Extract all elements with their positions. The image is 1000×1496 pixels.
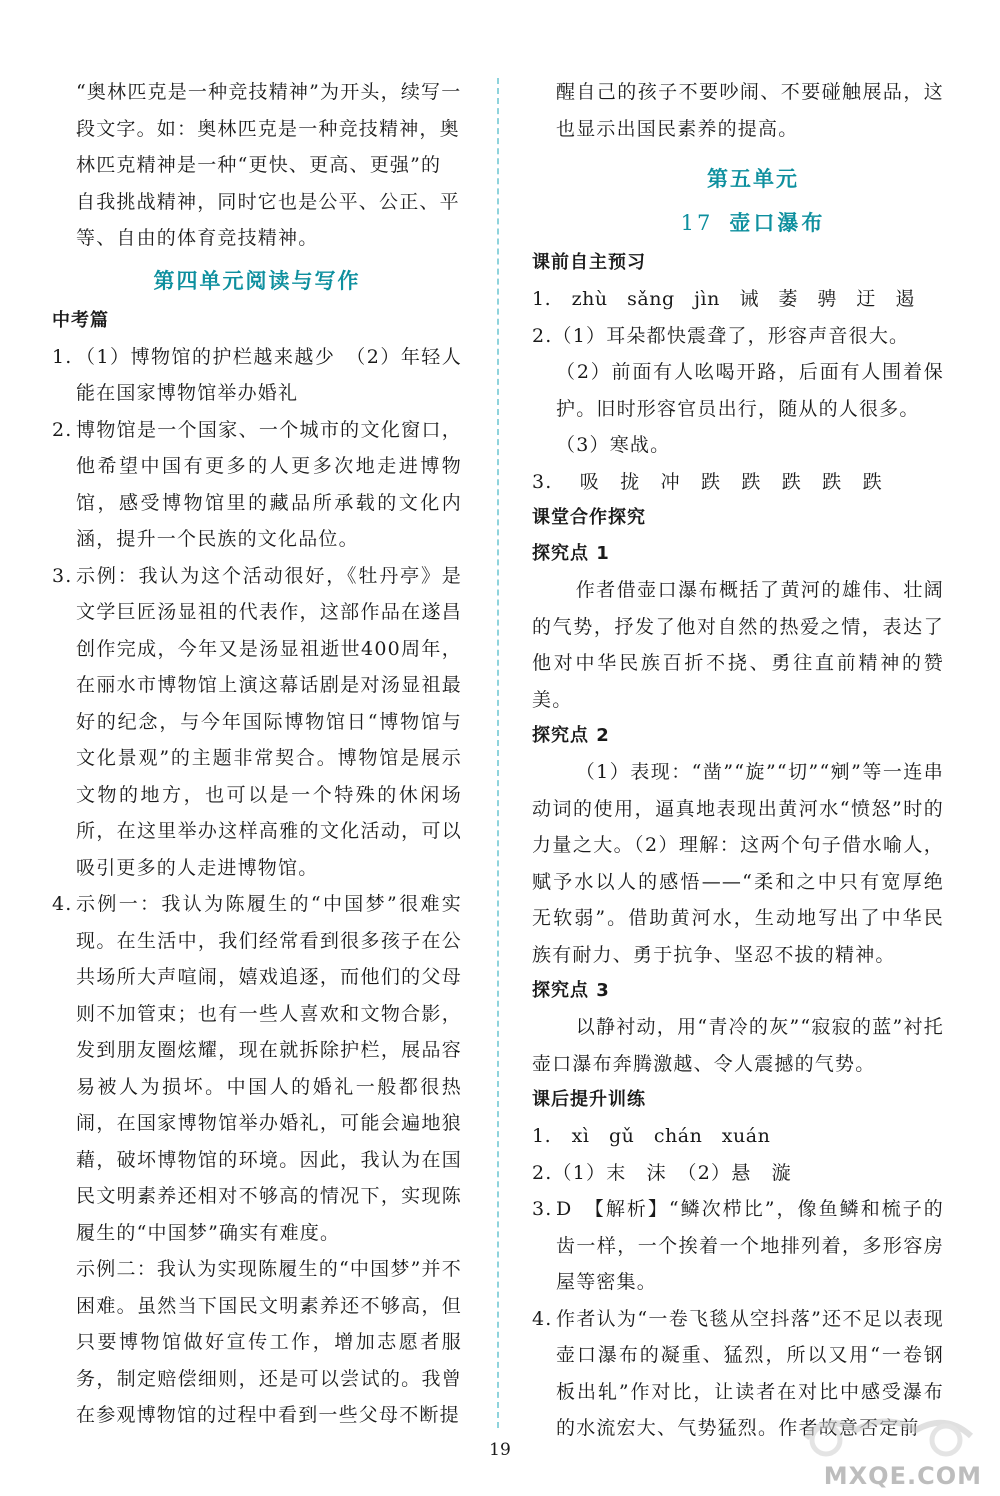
practice-q3 (532, 1191, 944, 1301)
answer-item-1 (52, 339, 462, 412)
answer-item-4 (52, 886, 462, 1251)
item-text: D 【解析】“鳞次栉比”，像鱼鳞和梳子的齿一样，一个挨着一个地排列着，多形容房屋等密集。 (556, 1198, 944, 1293)
right-column (532, 74, 944, 1447)
item-number: 2. (52, 418, 73, 441)
intro-line: 段文字。如：奥林匹克是一种竞技精神，奥 (76, 117, 460, 140)
item-text: 示例一：我认为陈履生的“中国梦”很难实现。在生活中，我们经常看到很多孩子在公共场所大声喧闹，嬉戏追逐，而他们的父母则不加管束；也有一些人喜欢和文物合影，发到朋友圈炫耀，现在就拆除护栏，展品容易被人为损坏。中国人的婚礼一般都很热闹，在国家博物馆举办婚礼，可能会遍地狼藉，破坏博物馆的环境。因此，我认为在国民文明素养还相对不够高的情况下，实现陈履生的“中国梦”确实有难度。 (76, 893, 462, 1244)
practice-q2: 2.（1）末 沫 （2）悬 漩 (532, 1161, 792, 1184)
unit-four-heading: 第四单元阅读与写作 (153, 268, 361, 293)
explore-point-title: 探究点 3 (532, 980, 610, 1001)
continuation-paragraph: 醒自己的孩子不要吵闹、不要碰触展品，这也显示出国民素养的提高。 (556, 81, 944, 140)
preview-q2c: （3）寒战。 (556, 434, 671, 456)
preview-q1: 1. zhù sǎng jìn 诫 萎 骋 迂 遏 (532, 288, 915, 310)
page-number: 19 (489, 1440, 511, 1460)
item-text: 博物馆是一个国家、一个城市的文化窗口，他希望中国有更多的人更多次地走进博物馆，感受博物馆里的藏品所承载的文化内涵，提升一个民族的文化品位。 (76, 418, 462, 550)
zhongkao-subheading: 中考篇 (52, 309, 109, 331)
item-number: 3. (532, 1198, 553, 1220)
lesson-name: 壶口瀑布 (729, 211, 826, 235)
practice-heading: 课后提升训练 (532, 1089, 646, 1110)
explore-point-title: 探究点 2 (532, 725, 610, 746)
item-number: 4. (52, 893, 73, 915)
intro-line: 等、自由的体育竞技精神。 (76, 227, 319, 249)
lesson-title (532, 207, 944, 237)
preview-q2b: （2）前面有人吆喝开路，后面有人围着保护。旧时形容官员出行，随从的人很多。 (556, 361, 944, 420)
preview-heading: 课前自主预习 (532, 252, 646, 273)
example-two-paragraph: 示例二：我认为实现陈履生的“中国梦”并不困难。虽然当下国民文明素养还不够高，但只要博物馆做好宣传工作，增加志愿者服务，制定赔偿细则，还是可以尝试的。我曾在参观博物馆的过程中看到一些父母不断提 (76, 1258, 462, 1426)
watermark-text: MXQE.COM (823, 1462, 982, 1490)
explore-heading: 课堂合作探究 (532, 507, 646, 528)
preview-q2a: 2.（1）耳朵都快震聋了，形容声音很大。 (532, 324, 910, 347)
unit-five-heading: 第五单元 (707, 167, 799, 191)
left-column (52, 74, 462, 1434)
intro-line: 自我挑战精神，同时它也是公平、公正、平 (76, 190, 460, 213)
intro-paragraph (52, 74, 462, 257)
item-text: 作者认为“一卷飞毯从空抖落”还不足以表现壶口瀑布的凝重、猛烈，所以又用“一卷钢板出轧”作对比，让读者在对比中感受瀑布的水流宏大、气势猛烈。作者故意否定前 (556, 1307, 944, 1439)
explore-point-text: 作者借壶口瀑布概括了黄河的雄伟、壮阔的气势，抒发了他对自然的热爱之情，表达了他对中华民族百折不挠、勇往直前精神的赞美。 (532, 579, 944, 711)
practice-q1: 1. xì gǔ chán xuán (532, 1125, 771, 1147)
intro-line: “奥林匹克是一种竞技精神”为开头，续写一 (76, 81, 462, 103)
item-number: 4. (532, 1307, 553, 1330)
item-number: 1. (52, 345, 73, 368)
answer-item-3 (52, 558, 462, 887)
item-number: 3. (52, 564, 73, 587)
item-text: 示例：我认为这个活动很好，《牡丹亭》是文学巨匠汤显祖的代表作，这部作品在遂昌创作完成，今年又是汤显祖逝世400周年，在丽水市博物馆上演这幕话剧是对汤显祖最好的纪念，与今年国际博物馆日“博物馆与文化景观”的主题非常契合。博物馆是展示文物的地方，也可以是一个特殊的休闲场所，在这里举办这样高雅的文化活动，可以吸引更多的人走进博物馆。 (76, 564, 462, 879)
column-divider (497, 78, 499, 1428)
intro-line: 林匹克精神是一种“更快、更高、更强”的 (76, 154, 442, 176)
explore-point-text: 以静衬动，用“青冷的灰”“寂寂的蓝”衬托壶口瀑布奔腾激越、令人震撼的气势。 (532, 1016, 944, 1075)
item-text: （1）博物馆的护栏越来越少 （2）年轻人能在国家博物馆举办婚礼 (76, 345, 462, 404)
lesson-number: 17 (680, 211, 714, 235)
preview-q3: 3. 吸 拢 冲 跌 跌 跌 跌 跌 (532, 470, 883, 493)
explore-point-text: （1）表现：“凿”“旋”“切”“剜”等一连串动词的使用，逼真地表现出黄河水“愤怒”时的力量之大。（2）理解：这两个句子借水喻人，赋予水以人的感悟——“柔和之中只有宽厚绝无软弱”。借助黄河水，生动地写出了中华民族有耐力、勇于抗争、坚忍不拔的精神。 (532, 761, 944, 966)
explore-point-title: 探究点 1 (532, 543, 610, 564)
answer-item-2 (52, 412, 462, 558)
